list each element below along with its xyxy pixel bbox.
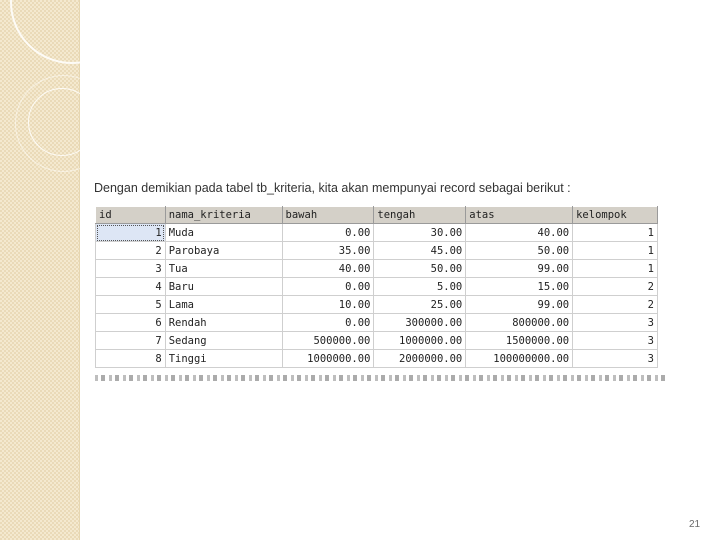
- cell-atas[interactable]: 40.00: [466, 224, 573, 242]
- cell-tengah[interactable]: 2000000.00: [374, 350, 466, 368]
- cell-atas[interactable]: 800000.00: [466, 314, 573, 332]
- decorative-circle: [28, 88, 96, 156]
- column-header-atas[interactable]: atas: [466, 207, 573, 224]
- page-number: 21: [689, 519, 701, 530]
- cell-kelompok[interactable]: 3: [573, 314, 658, 332]
- cell-id[interactable]: 4: [96, 278, 166, 296]
- cell-bawah[interactable]: 10.00: [282, 296, 374, 314]
- cell-atas[interactable]: 100000000.00: [466, 350, 573, 368]
- cell-tengah[interactable]: 50.00: [374, 260, 466, 278]
- record-table-screenshot: [95, 206, 658, 380]
- cell-bawah[interactable]: 0.00: [282, 314, 374, 332]
- cell-nama-kriteria[interactable]: Parobaya: [165, 242, 282, 260]
- table-row[interactable]: [96, 260, 658, 278]
- cell-id[interactable]: 5: [96, 296, 166, 314]
- cell-nama-kriteria[interactable]: Rendah: [165, 314, 282, 332]
- cell-nama-kriteria[interactable]: Tinggi: [165, 350, 282, 368]
- cell-tengah[interactable]: 300000.00: [374, 314, 466, 332]
- column-header-tengah[interactable]: tengah: [374, 207, 466, 224]
- cell-bawah[interactable]: 1000000.00: [282, 350, 374, 368]
- table-row[interactable]: [96, 314, 658, 332]
- table-row[interactable]: [96, 296, 658, 314]
- table-row[interactable]: [96, 350, 658, 368]
- cell-nama-kriteria[interactable]: Lama: [165, 296, 282, 314]
- cell-id[interactable]: 1: [96, 224, 166, 242]
- decorative-side-band: [0, 0, 80, 540]
- cell-bawah[interactable]: 0.00: [282, 278, 374, 296]
- column-header-bawah[interactable]: bawah: [282, 207, 374, 224]
- cell-kelompok[interactable]: 3: [573, 332, 658, 350]
- table-row[interactable]: [96, 332, 658, 350]
- cell-nama-kriteria[interactable]: Sedang: [165, 332, 282, 350]
- record-table: [95, 206, 658, 368]
- cell-tengah[interactable]: 30.00: [374, 224, 466, 242]
- cell-atas[interactable]: 15.00: [466, 278, 573, 296]
- column-header-nama-kriteria[interactable]: nama_kriteria: [165, 207, 282, 224]
- table-row[interactable]: [96, 224, 658, 242]
- cell-kelompok[interactable]: 3: [573, 350, 658, 368]
- decorative-circle: [10, 0, 134, 64]
- intro-text: Dengan demikian pada tabel tb_kriteria, kita akan mempunyai record sebagai berikut :: [94, 181, 571, 195]
- cell-kelompok[interactable]: 1: [573, 260, 658, 278]
- cell-atas[interactable]: 1500000.00: [466, 332, 573, 350]
- table-row[interactable]: [96, 278, 658, 296]
- cell-bawah[interactable]: 500000.00: [282, 332, 374, 350]
- cell-id[interactable]: 2: [96, 242, 166, 260]
- cell-bawah[interactable]: 40.00: [282, 260, 374, 278]
- table-row[interactable]: [96, 242, 658, 260]
- cell-atas[interactable]: 99.00: [466, 296, 573, 314]
- cell-bawah[interactable]: 0.00: [282, 224, 374, 242]
- cell-tengah[interactable]: 25.00: [374, 296, 466, 314]
- cell-id[interactable]: 6: [96, 314, 166, 332]
- cell-id[interactable]: 3: [96, 260, 166, 278]
- cell-kelompok[interactable]: 1: [573, 224, 658, 242]
- cell-kelompok[interactable]: 2: [573, 296, 658, 314]
- cell-kelompok[interactable]: 1: [573, 242, 658, 260]
- cell-id[interactable]: 8: [96, 350, 166, 368]
- cropped-text-line: [95, 375, 665, 381]
- cell-nama-kriteria[interactable]: Muda: [165, 224, 282, 242]
- cell-atas[interactable]: 50.00: [466, 242, 573, 260]
- table-header-row: [96, 207, 658, 224]
- cell-tengah[interactable]: 45.00: [374, 242, 466, 260]
- column-header-id[interactable]: id: [96, 207, 166, 224]
- cell-atas[interactable]: 99.00: [466, 260, 573, 278]
- cell-nama-kriteria[interactable]: Baru: [165, 278, 282, 296]
- cell-tengah[interactable]: 5.00: [374, 278, 466, 296]
- cell-id[interactable]: 7: [96, 332, 166, 350]
- cell-bawah[interactable]: 35.00: [282, 242, 374, 260]
- column-header-kelompok[interactable]: kelompok: [573, 207, 658, 224]
- cell-nama-kriteria[interactable]: Tua: [165, 260, 282, 278]
- cell-kelompok[interactable]: 2: [573, 278, 658, 296]
- cell-tengah[interactable]: 1000000.00: [374, 332, 466, 350]
